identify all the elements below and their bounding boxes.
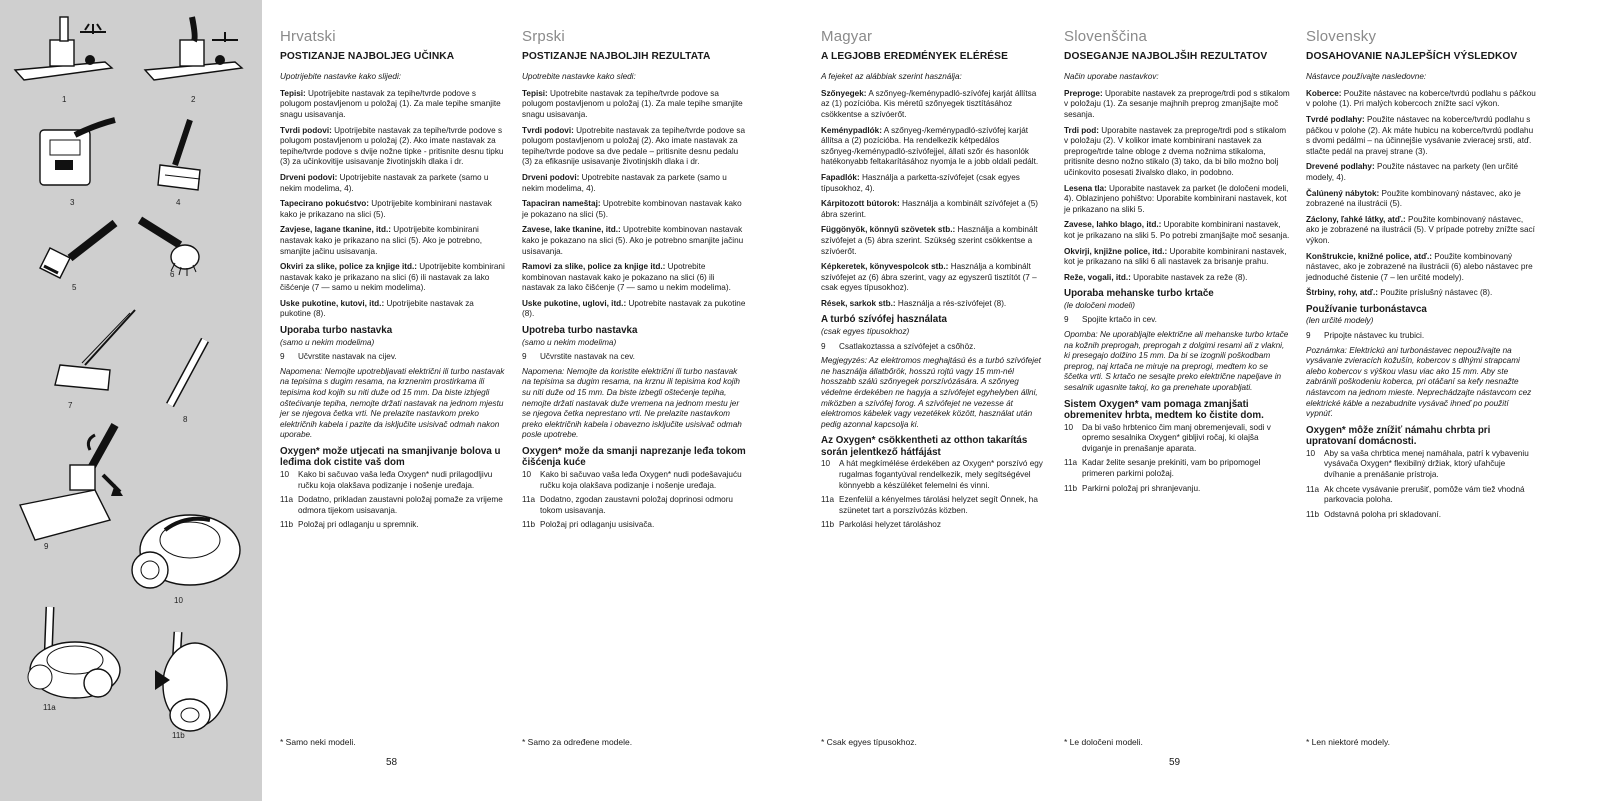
step-item: 10 Da bi vašo hrbtenico čim manj obremenjevali, sodi v opremo sesalnika Oxygen* gibljivi ročaj, ki olajša dviganje in prenašanje aparata. <box>1064 422 1271 453</box>
usage-item: Ramovi za slike, police za knjige itd.: Upotrebite kombinovan nastavak kako je pokazano na slici (6) ili nastavak za lako čišćenje (7 — samo u nekim modelima). <box>522 262 731 293</box>
turbo-note: Poznámka: Elektrickú ani turbonástavec nepoužívajte na vysávanie zvieracích kožušín, kobercov s dlhými strapcami alebo kobercov s výškou vlasu viac ako 15 mm. Aby ste zabránili poškodeniu koberca, pri otáčaní sa kefy nesnažte nástavcom na jednom mieste. Neprechádzajte nástavcom cez elektrické káble a nezabudnite vysávač ihneď po použití vypnúť. <box>1306 345 1532 419</box>
usage-item: Čalúnený nábytok: Použite kombinovaný nástavec, ako je zobrazené na ilustrácii (5). <box>1306 188 1521 209</box>
section-heading: POSTIZANJE NAJBOLJIH REZULTATA <box>522 50 711 62</box>
language-title: Slovensky <box>1306 28 1377 45</box>
step-item: 11a Dodatno, zgodan zaustavni položaj doprinosi odmoru tokom usisavanja. <box>522 495 733 515</box>
usage-item: Zavjese, lagane tkanine, itd.: Upotrijebite kombinirani nastavak kako je prikazano na slici (5). Ako je potrebno, smanjite jačinu usisavanja. <box>280 225 483 256</box>
figure-2-label: 2 <box>191 95 196 104</box>
usage-item: Kárpitozott bútorok: Használja a kombinált szívófejet a (5) ábra szerint. <box>821 199 1039 219</box>
usage-item: Fapadlók: Használja a parketta-szívófejet (csak egyes típusokhoz, 4). <box>821 172 1020 193</box>
figure-1-floor-nozzle <box>10 12 120 87</box>
column-magyar <box>821 28 1047 535</box>
column-hrvatski <box>280 28 506 535</box>
turbo-note: Napomena: Nemojte upotrebljavati električni ili turbo nastavak na tepisima s dugim resama, na krznenim prostirkama ili tepisima kod kojih su niti duže od 15 mm. Da biste izbjegli oštećivanje tepiha, nemojte držati nastavak na jednom mjestu jer se njegova četka vrti. Ne prelazite nastavkom preko električnih kabela i pazite da isključite usisivač odmah nakon uporabe. <box>280 366 505 440</box>
turbo-section-subtitle: (len určité modely) <box>1306 316 1374 326</box>
turbo-section-title: A turbó szívófej használata <box>821 314 947 326</box>
figure-6-brush-nozzle <box>135 215 225 285</box>
usage-item: Zavese, lahko blago, itd.: Uporabite kombinirani nastavek, kot je prikazano na sliki 5. Po potrebi zmanjšajte moč sesanja. <box>1064 220 1290 240</box>
column-srpski <box>522 28 748 535</box>
usage-item: Drveni podovi: Upotrebite nastavak za parkete (samo u nekim modelima, 4). <box>522 172 727 193</box>
step-item: 11a Ak chcete vysávanie prerušiť, pomôže vám tiež vhodná parkovacia poloha. <box>1306 484 1525 505</box>
usage-item: Reže, vogali, itd.: Uporabite nastavek za reže (8). <box>1064 272 1248 282</box>
turbo-section-title: Používanie turbonástavca <box>1306 303 1427 315</box>
step-item: 9 Pripojte nástavec ku trubici. <box>1306 330 1425 340</box>
figure-7-label: 7 <box>68 401 73 410</box>
turbo-section-subtitle: (samo u nekim modelima) <box>280 337 375 347</box>
step-item: 11b Položaj pri odlaganju usisivača. <box>522 520 655 530</box>
usage-item: Preproge: Uporabite nastavek za preproge/trdi pod s stikalom v položaju (1). Za sesanje majhnih preprog zmanjšajte moč sesanja. <box>1064 88 1290 119</box>
step-item: 10 Kako bi sačuvao vaša leđa Oxygen* nudi prilagodljivu ručku koja olakšava podizanje i nošenje uređaja. <box>280 469 493 490</box>
oxygen-section-title: Oxygen* može utjecati na smanjivanje bolova u leđima dok cistite vaš dom <box>280 445 501 469</box>
oxygen-section-title: Sistem Oxygen* vam pomaga zmanjšati obremenitev hrbta, medtem ko čistite dom. <box>1064 398 1264 422</box>
usage-item: Tapaciran nameštaj: Upotrebite kombinovan nastavak kako je pokazano na slici (5). <box>522 199 742 219</box>
figure-2-floor-nozzle <box>140 12 250 87</box>
turbo-section-title: Uporaba turbo nastavka <box>280 325 393 337</box>
usage-item: Tvrdi podovi: Upotrijebite nastavak za tepihe/tvrde podove s polugom postavljenom u položaj (2). Ako imate nastavak za tepihe/tvrde podove s dvije nožne tipke - pritisnite desnu tipku (3) za učinkovitije usisavanje životinjskih dlaka i dr. <box>280 125 504 167</box>
turbo-note: Napomena: Nemojte da koristite električni ili turbo nastavak na tepisima sa dugim resama, na krznu ili tepisima kod kojih su niti duže od 15 mm. Da biste izbegli oštećenje tepiha, nemojte držati nastavak duže vremena na jednom mestu jer se njegova četka neprestano vrti. Ne prelazite nastavkom preko električnih kabela i obavezno isključite usisivač odmah posle upotrebe. <box>522 366 742 440</box>
usage-item: Trdi pod: Uporabite nastavek za preproge/trdi pod s stikalom v položaju (2). V kolikor imate kombinirani nastavek za preproge/trde talne obloge z dvema nožnima stikaloma, pritisnite desno nožno stikalo (3) tako, da bi bilo možno bolj učinkovito posesati živalsko dlako, in podobno. <box>1064 125 1287 177</box>
figure-5-label: 5 <box>72 283 77 292</box>
usage-item: Uske pukotine, kutovi, itd.: Upotrijebite nastavak za pukotine (8). <box>280 298 474 319</box>
usage-item: Tvrdé podlahy: Použite nástavec na koberce/tvrdú podlahu s páčkou v polohe (2). Ak máte hubicu na koberce/tvrdú podlahu s dvomi pedálmi – na účinnejšie vysávanie zvieracej srsti, atď. stlačte pedál na pravej strane (3). <box>1306 114 1534 156</box>
footnote-srpski: * Samo za određene modele. <box>522 737 633 747</box>
usage-item: Tepisi: Upotrebite nastavak za tepihe/tvrde podove sa polugom postavljenom u položaj (1). Za male tepihe smanjite snagu usisavanja. <box>522 88 743 119</box>
turbo-section-title: Uporaba mehanske turbo krtače <box>1064 288 1214 300</box>
usage-item: Okvirji, knjižne police, itd.: Uporabite kombinirani nastavek, kot je prikazano na sliki 6 ali nastavek za brisanje prahu. <box>1064 246 1287 267</box>
intro-text: Upotrijebite nastavke kako slijedi: <box>280 72 402 82</box>
intro-text: Nástavce používajte nasledovne: <box>1306 72 1427 82</box>
footnote-slovensky: * Len niektoré modely. <box>1306 737 1390 747</box>
step-item: 11b Parkolási helyzet tároláshoz <box>821 520 941 530</box>
usage-item: Drveni podovi: Upotrijebite nastavak za parkete (samo u nekim modelima, 4). <box>280 172 489 193</box>
figure-5-combination-nozzle <box>30 218 120 288</box>
figure-11a-parking-position <box>10 605 125 705</box>
usage-item: Uske pukotine, uglovi, itd.: Upotrebite nastavak za pukotine (8). <box>522 298 746 319</box>
usage-item: Drevené podlahy: Použite nástavec na parkety (len určité modely, 4). <box>1306 162 1519 182</box>
figure-11a-label: 11a <box>43 703 56 712</box>
column-slovenscina <box>1064 28 1290 498</box>
page-number-right: 59 <box>1169 757 1181 768</box>
oxygen-section-title: Oxygen* môže znížiť námahu chrbta pri upratovaní domácnosti. <box>1306 424 1491 448</box>
figure-11b-label: 11b <box>172 731 185 740</box>
intro-text: A fejeket az alábbiak szerint használja: <box>821 72 962 82</box>
section-heading: POSTIZANJE NAJBOLJEG UČINKA <box>280 50 455 62</box>
language-title: Hrvatski <box>280 28 336 45</box>
figure-7-easy-clean-nozzle <box>40 305 140 395</box>
turbo-section-title: Upotreba turbo nastavka <box>522 325 638 337</box>
step-item: 9 Učvrstite nastavak na cev. <box>522 352 635 362</box>
usage-item: Koberce: Použite nástavec na koberce/tvrdú podlahu s páčkou v polohe (1). Pri malých kobercoch znížte sací výkon. <box>1306 88 1536 109</box>
section-heading: DOSAHOVANIE NAJLEPŠÍCH VÝSLEDKOV <box>1306 50 1518 62</box>
figure-10-label: 10 <box>174 596 183 605</box>
usage-item: Tvrdi podovi: Upotrebite nastavak za tepihe/tvrde podove sa polugom postavljenom u položaj (2). Ako imate nastavak za tepihe/tvrde podove sa dve pedale – pritisnite desnu pedalu (3) za efikasnije usisavanje životinjskih dlaka i dr. <box>522 125 745 167</box>
step-item: 11a Dodatno, prikladan zaustavni položaj pomaže za vrijeme odmora tijekom usisavanja. <box>280 495 503 515</box>
turbo-section-subtitle: (csak egyes típusokhoz) <box>821 326 910 336</box>
column-slovensky <box>1306 28 1536 524</box>
language-title: Magyar <box>821 28 873 45</box>
intro-text: Upotrebite nastavke kako sledi: <box>522 72 636 82</box>
step-item: 11b Odstavná poloha pri skladovaní. <box>1306 509 1441 519</box>
figure-3-pedal-nozzle <box>30 115 120 195</box>
usage-item: Lesena tla: Uporabite nastavek za parket (le določeni modeli, 4). Oblazinjeno pohištvo: Uporabite kombinirani nastavek, kot je prikazano na sliki 5. <box>1064 183 1289 214</box>
usage-item: Rések, sarkok stb.: Használja a rés-szívófejet (8). <box>821 298 1007 308</box>
figure-9-label: 9 <box>44 542 49 551</box>
figure-8-crevice-nozzle <box>155 335 215 410</box>
usage-item: Keménypadlók: A szőnyeg-/keménypadló-szívófej karját állítsa a (2) pozícióba. Ha rendelkezik kétpedálos szőnyeg-/keménypadló-szívófejjel, állati szőr és hasonlók hatékonyabb feltakarításához nyomja le a jobb oldali pedált. <box>821 125 1039 167</box>
turbo-section-subtitle: (le določeni modeli) <box>1064 300 1135 310</box>
illustration-sidebar <box>0 0 262 801</box>
usage-item: Konštrukcie, knižné police, atď.: Použite kombinovaný nástavec, ako je zobrazené na ilustrácii (6) alebo nástavec pre jednoduché čistenie (7 – len určité modely). <box>1306 251 1533 282</box>
figure-4-label: 4 <box>176 198 181 207</box>
step-item: 9 Učvrstite nastavak na cijev. <box>280 352 397 362</box>
figure-6-label: 6 <box>170 270 175 279</box>
language-title: Slovenščina <box>1064 28 1148 45</box>
usage-item: Zavese, lake tkanine, itd.: Upotrebite kombinovan nastavak kako je pokazano na slici (5). Ako je potrebno smanjite jačinu usisavanja. <box>522 225 744 256</box>
section-heading: DOSEGANJE NAJBOLJŠIH REZULTATOV <box>1064 50 1268 62</box>
figure-8-label: 8 <box>183 415 188 424</box>
page-number-left: 58 <box>386 757 398 768</box>
usage-item: Okviri za slike, police za knjige itd.: Upotrijebite kombinirani nastavak kako je prikazano na slici (6) ili nastavak za lako čišćenje (7 — samo u nekim modelima). <box>280 262 505 293</box>
step-item: 10 A hát megkímélése érdekében az Oxygen* porszívó egy rugalmas fogantyúval rendelkezik, mely segítségével könnyebb a készüléket felemelni és vinni. <box>821 459 1043 490</box>
step-item: 11b Parkirni položaj pri shranjevanju. <box>1064 483 1201 493</box>
figure-3-label: 3 <box>70 198 75 207</box>
footnote-magyar: * Csak egyes típusokhoz. <box>821 737 917 747</box>
step-item: 10 Kako bi sačuvao vaša leđa Oxygen* nudi podešavajuću ručku koja olakšava podizanje i nošenje uređaja. <box>522 469 742 490</box>
step-item: 9 Csatlakoztassa a szívófejet a csőhöz. <box>821 341 976 351</box>
intro-text: Način uporabe nastavkov: <box>1064 72 1159 82</box>
turbo-note: Opomba: Ne uporabljajte električne ali mehanske turbo krtače na kožnih preprogah, preprogah z dolgimi resami ali z vlakni, ki presegajo dolžino 15 mm. Da bi se izognili poškodbam preprog, naj krtača ne miruje na preprogi, medtem ko se ščetka vrti. S krtačo ne sesajte preko električne napeljave in sesalnik ugasnite takoj, ko ga prenehate uporabljati. <box>1064 329 1289 392</box>
figure-9-turbo-nozzle <box>15 420 130 545</box>
usage-item: Tepisi: Upotrijebite nastavak za tepihe/tvrde podove s polugom postavljenom u položaj (1). Za male tepihe smanjite snagu usisavanja. <box>280 88 501 119</box>
turbo-section-subtitle: (samo u nekim modelima) <box>522 337 617 347</box>
step-item: 11b Položaj pri odlaganju u spremnik. <box>280 520 419 530</box>
figure-10-vacuum-cleaner <box>125 500 245 595</box>
oxygen-section-title: Oxygen* može da smanji naprezanje leđa tokom čišćenja kuće <box>522 445 746 469</box>
step-item: 9 Spojite krtačo in cev. <box>1064 315 1157 325</box>
step-item: 11a Ezenfelül a kényelmes tárolási helyzet segít Önnek, ha szünetet tart a porszívózás közben. <box>821 495 1038 515</box>
usage-item: Štrbiny, rohy, atď.: Použite príslušný nástavec (8). <box>1306 288 1493 298</box>
section-heading: A LEGJOBB EREDMÉNYEK ELÉRÉSE <box>821 50 1008 62</box>
figure-11b-storage-position <box>140 630 240 740</box>
language-title: Srpski <box>522 28 565 45</box>
usage-item: Képkeretek, könyvespolcok stb.: Használja a kombinált szívófejet az (6) ábra szerint, vagy az egyszerű tisztítót (7 – csak egyes típusokhoz). <box>821 262 1037 293</box>
usage-item: Tapecirano pokućstvo: Upotrijebite kombinirani nastavak kako je prikazano na slici (5). <box>280 199 492 219</box>
footnote-slovenscina: * Le določeni modeli. <box>1064 737 1143 747</box>
usage-item: Szőnyegek: A szőnyeg-/keménypadló-szívófej karját állítsa az (1) pozícióba. Kis méretű szőnyegek tisztításához csökkentse a szívóerőt. <box>821 88 1037 119</box>
oxygen-section-title: Az Oxygen* csökkentheti az otthon takarítás során jelentkező hátfájást <box>821 435 1028 458</box>
step-item: 10 Aby sa vaša chrbtica menej namáhala, patrí k vybaveniu vysávača Oxygen* flexibilný držiak, ktorý uľahčuje dvíhanie a prenášanie prístroja. <box>1306 448 1529 479</box>
footnote-hrvatski: * Samo neki modeli. <box>280 737 356 747</box>
step-item: 11a Kadar želite sesanje prekiniti, vam bo pripomogel primeren parkirni položaj. <box>1064 458 1261 478</box>
usage-item: Záclony, ľahké látky, atď.: Použite kombinovaný nástavec, ako je zobrazené na ilustrácii (5). V prípade potreby znížte sací výkon. <box>1306 214 1535 245</box>
figure-4-parquet-nozzle <box>140 115 230 195</box>
turbo-note: Megjegyzés: Az elektromos meghajtású és a turbó szívófejet ne használja állatbőrök, hosszú rojtú vagy 15 mm-nél hosszabb szálú szőnyegek porszívózására. A szőnyeg védelme érdekében ne hagyja a szívófejet egyhelyben állni, miközben a szívófej forog. A szívófejet ne vezesse át elektromos kábelek vagy vezetékek között, használat után pedig azonnal kapcsolja ki. <box>821 356 1041 429</box>
figure-1-label: 1 <box>62 95 67 104</box>
usage-item: Függönyök, könnyű szövetek stb.: Használja a kombinált szívófejet a (5) ábra szerint. Szükség szerint csökkentse a szívóerőt. <box>821 225 1038 256</box>
